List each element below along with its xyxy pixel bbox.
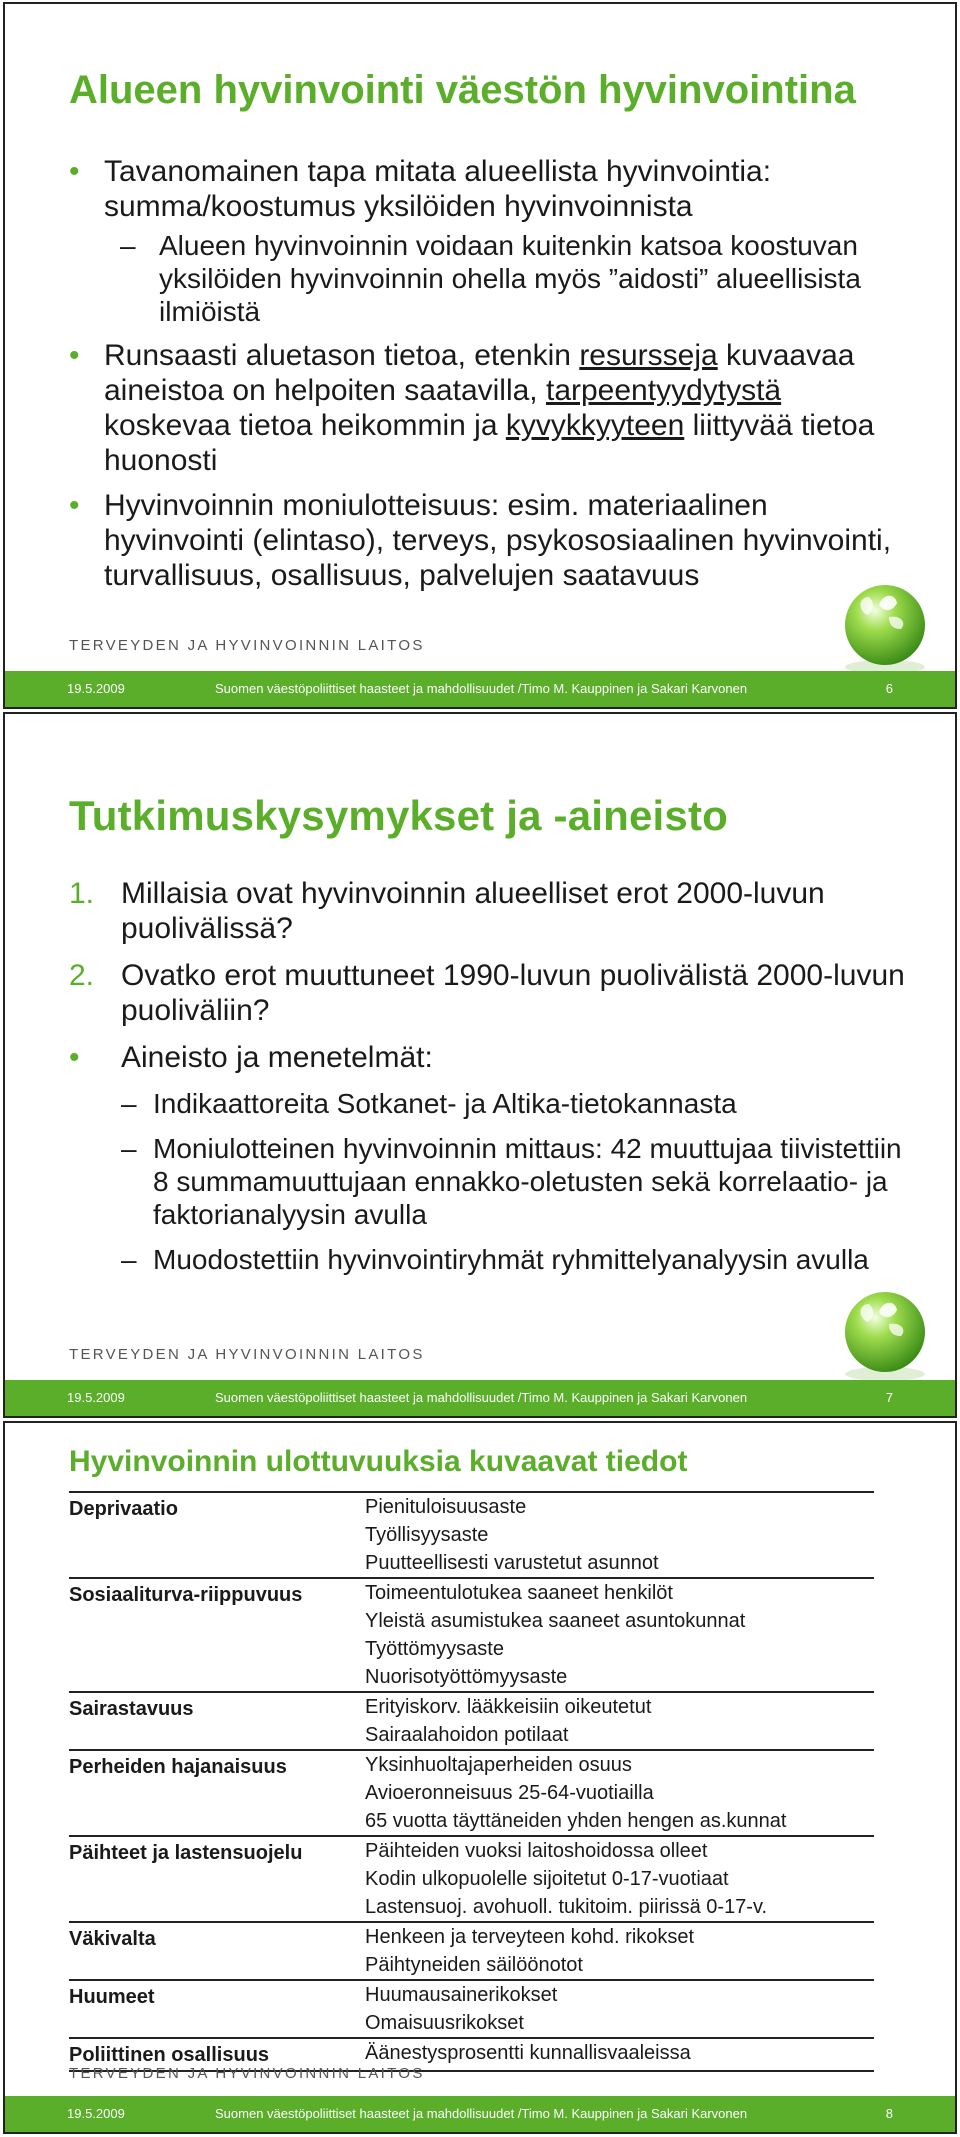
category-cell: Väkivalta bbox=[69, 1922, 365, 1980]
indicator-cell: Henkeen ja terveyteen kohd. rikokset Päihtyneiden säilöönotot bbox=[365, 1922, 874, 1980]
dash-icon: – bbox=[121, 1244, 137, 1275]
slide-content bbox=[69, 876, 915, 1276]
category-cell: Poliittinen osallisuus bbox=[69, 2038, 365, 2071]
indicator-cell: Pienituloisuusaste Työllisyysaste Puutteellisesti varustetut asunnot bbox=[365, 1492, 874, 1578]
table-row bbox=[69, 1578, 874, 1692]
organization-name: TERVEYDEN JA HYVINVOINNIN LAITOS bbox=[69, 1346, 425, 1363]
category-cell: Sairastavuus bbox=[69, 1692, 365, 1750]
table-row bbox=[69, 1836, 874, 1922]
category-cell: Perheiden hajanaisuus bbox=[69, 1750, 365, 1836]
slide-content bbox=[69, 154, 915, 593]
item-number: 1. bbox=[69, 877, 95, 910]
logo-sphere-icon bbox=[823, 1276, 943, 1396]
footer-date: 19.5.2009 bbox=[67, 1390, 125, 1405]
footer-text: Suomen väestöpoliittiset haasteet ja mahdollisuudet /Timo M. Kauppinen ja Sakari Karvonen bbox=[215, 681, 748, 696]
table-row bbox=[69, 1692, 874, 1750]
category-cell: Sosiaaliturva-riippuvuus bbox=[69, 1578, 365, 1692]
sub-bullet-item: – Indikaattoreita Sotkanet- ja Altika-tietokannasta bbox=[121, 1088, 737, 1119]
footer-text: Suomen väestöpoliittiset haasteet ja mahdollisuudet /Timo M. Kauppinen ja Sakari Karvonen bbox=[215, 2106, 748, 2121]
slide-8 bbox=[3, 1421, 957, 2134]
organization-name: TERVEYDEN JA HYVINVOINNIN LAITOS bbox=[69, 637, 425, 654]
page-number: 7 bbox=[885, 1390, 893, 1405]
slide-footer bbox=[5, 2096, 955, 2132]
page-number: 6 bbox=[885, 681, 893, 696]
table-row bbox=[69, 1980, 874, 2038]
category-cell: Päihteet ja lastensuojelu bbox=[69, 1836, 365, 1922]
bullet-item: • Tavanomainen tapa mitata alueellista hyvinvointia: summa/koostumus yksilöiden hyvinvoinnista bbox=[69, 155, 772, 223]
slide-footer bbox=[5, 671, 955, 707]
indicator-cell: Toimeentulotukea saaneet henkilöt Yleistä asumistukea saaneet asuntokunnat Työttömyysaste Nuorisotyöttömyysaste bbox=[365, 1578, 874, 1692]
item-number: 2. bbox=[69, 959, 95, 992]
organization-name: TERVEYDEN JA HYVINVOINNIN LAITOS bbox=[69, 2065, 425, 2082]
bullet-item: • Runsaasti aluetason tietoa, etenkin resursseja kuvaavaa aineistoa on helpoiten saatavilla, tarpeentyydytystä koskevaa tietoa heikommin ja kyvykkyyteen liittyvää tietoa huonosti bbox=[69, 339, 875, 477]
dash-icon: – bbox=[121, 1088, 137, 1119]
slide-6 bbox=[3, 2, 957, 709]
numbered-item: 2. Ovatko erot muuttuneet 1990-luvun puolivälistä 2000-luvun puoliväliin? bbox=[69, 959, 905, 1027]
dash-icon: – bbox=[120, 230, 136, 261]
indicator-table bbox=[69, 1491, 874, 2072]
indicator-cell: Erityiskorv. lääkkeisiin oikeutetut Sairaalahoidon potilaat bbox=[365, 1692, 874, 1750]
table-row bbox=[69, 1492, 874, 1578]
footer-date: 19.5.2009 bbox=[67, 2106, 125, 2121]
indicator-cell: Huumausainerikokset Omaisuusrikokset bbox=[365, 1980, 874, 2038]
dash-icon: – bbox=[121, 1133, 137, 1164]
slide-title: Alueen hyvinvointi väestön hyvinvointina bbox=[69, 68, 856, 112]
numbered-item: 1. Millaisia ovat hyvinvoinnin alueelliset erot 2000-luvun puolivälissä? bbox=[69, 877, 825, 945]
category-cell: Huumeet bbox=[69, 1980, 365, 2038]
footer-text: Suomen väestöpoliittiset haasteet ja mahdollisuudet /Timo M. Kauppinen ja Sakari Karvonen bbox=[215, 1390, 748, 1405]
bullet-item: • Aineisto ja menetelmät: bbox=[69, 1041, 433, 1074]
bullet-icon: • bbox=[69, 1041, 80, 1074]
sub-bullet-item: – Muodostettiin hyvinvointiryhmät ryhmittelyanalyysin avulla bbox=[121, 1244, 869, 1275]
slide-title: Hyvinvoinnin ulottuvuuksia kuvaavat tiedot bbox=[69, 1445, 688, 1478]
category-cell: Deprivaatio bbox=[69, 1492, 365, 1578]
page-number: 8 bbox=[885, 2106, 893, 2121]
slide-7 bbox=[3, 712, 957, 1418]
sub-bullet-item: – Alueen hyvinvoinnin voidaan kuitenkin katsoa koostuvan yksilöiden hyvinvoinnin ohella myös ”aidosti” alueellisista ilmiöistä bbox=[120, 230, 861, 327]
indicator-cell: Päihteiden vuoksi laitoshoidossa olleet Kodin ulkopuolelle sijoitetut 0-17-vuotiaat Lastensuoj. avohuoll. tukitoim. piirissä 0-17-v. bbox=[365, 1836, 874, 1922]
table-row bbox=[69, 1922, 874, 1980]
slide-title: Tutkimuskysymykset ja -aineisto bbox=[69, 792, 729, 839]
slide-footer bbox=[5, 1380, 955, 1416]
bullet-item: • Hyvinvoinnin moniulotteisuus: esim. materiaalinen hyvinvointi (elintaso), terveys, psykososiaalinen hyvinvointi, turvallisuus, osallisuus, palvelujen saatavuus bbox=[69, 489, 892, 592]
sub-bullet-item: – Moniulotteinen hyvinvoinnin mittaus: 42 muuttujaa tiivistettiin 8 summamuuttujaan ennakko-oletusten sekä korrelaatio- ja faktorianalyysin avulla bbox=[121, 1133, 902, 1230]
bullet-icon: • bbox=[69, 155, 80, 188]
table-row bbox=[69, 1750, 874, 1836]
indicator-cell: Yksinhuoltajaperheiden osuus Avioeronneisuus 25-64-vuotiailla 65 vuotta täyttäneiden yhden hengen as.kunnat bbox=[365, 1750, 874, 1836]
bullet-icon: • bbox=[69, 489, 80, 522]
footer-date: 19.5.2009 bbox=[67, 681, 125, 696]
bullet-icon: • bbox=[69, 339, 80, 372]
indicator-cell: Äänestysprosentti kunnallisvaaleissa bbox=[365, 2038, 874, 2071]
